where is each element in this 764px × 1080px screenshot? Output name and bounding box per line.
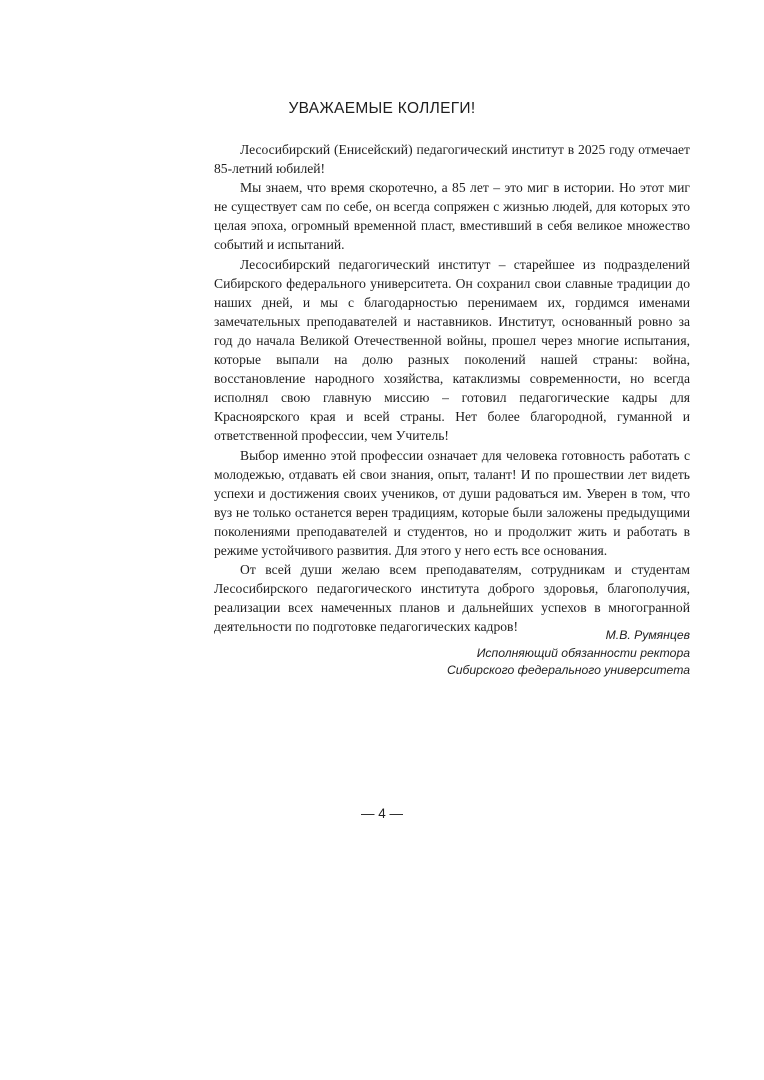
page-number: — 4 — bbox=[360, 806, 403, 821]
paragraph-3: Лесосибирский педагогический институт – старейшее из подразделений Сибирского федерального университета. Он сохранил свои славные традиции до наших дней, и мы с благодарностью перенимаем их, гордимся именами замечательных преподавателей и наставников. Институт, основанный ровно за год до начала Великой Отечественной войны, прошел через многие испытания, которые выпали на долю разных поколений нашей страны: война, восстановление народного хозяйства, катаклизмы современности, но всегда исполнял свою главную миссию – готовил педагогические кадры для Красноярского края и всей страны. Нет более благородной, гуманной и ответственной профессии, чем Учитель! bbox=[214, 256, 690, 444]
letter-body bbox=[214, 140, 690, 636]
paragraph-4: Выбор именно этой профессии означает для человека готовность работать с молодежью, отдавать ей свои знания, опыт, талант! И по прошествии лет видеть успехи и достижения своих учеников, от души радоваться им. Уверен в том, что вуз не только останется верен традициям, которые были заложены предыдущими поколениями преподавателей и студентов, но и продолжит жить и работать в режиме устойчивого развития. Для этого у него есть все основания. bbox=[214, 447, 690, 558]
signature-organization: Сибирского федерального университета bbox=[446, 663, 690, 677]
signature-name: М.В. Румянцев bbox=[605, 628, 690, 642]
paragraph-1: Лесосибирский (Енисейский) педагогический институт в 2025 году отмечает 85-летний юбилей! bbox=[214, 142, 690, 177]
paragraph-2: Мы знаем, что время скоротечно, а 85 лет – это миг в истории. Но этот миг не существует сам по себе, он всегда сопряжен с жизнью людей, для которых это целая эпоха, огромный временной пласт, вместивший в себя великое множество событий и испытаний. bbox=[214, 180, 690, 253]
signature-position: Исполняющий обязанности ректора bbox=[476, 645, 690, 660]
paragraph-5: От всей души желаю всем преподавателям, сотрудникам и студентам Лесосибирского педагогического института доброго здоровья, благополучия, реализации всех намеченных планов и дальнейших успехов в многогранной деятельности по подготовке педагогических кадров! bbox=[214, 562, 690, 635]
signature-block bbox=[447, 627, 690, 680]
page-heading: УВАЖАЕМЫЕ КОЛЛЕГИ! bbox=[288, 100, 476, 117]
